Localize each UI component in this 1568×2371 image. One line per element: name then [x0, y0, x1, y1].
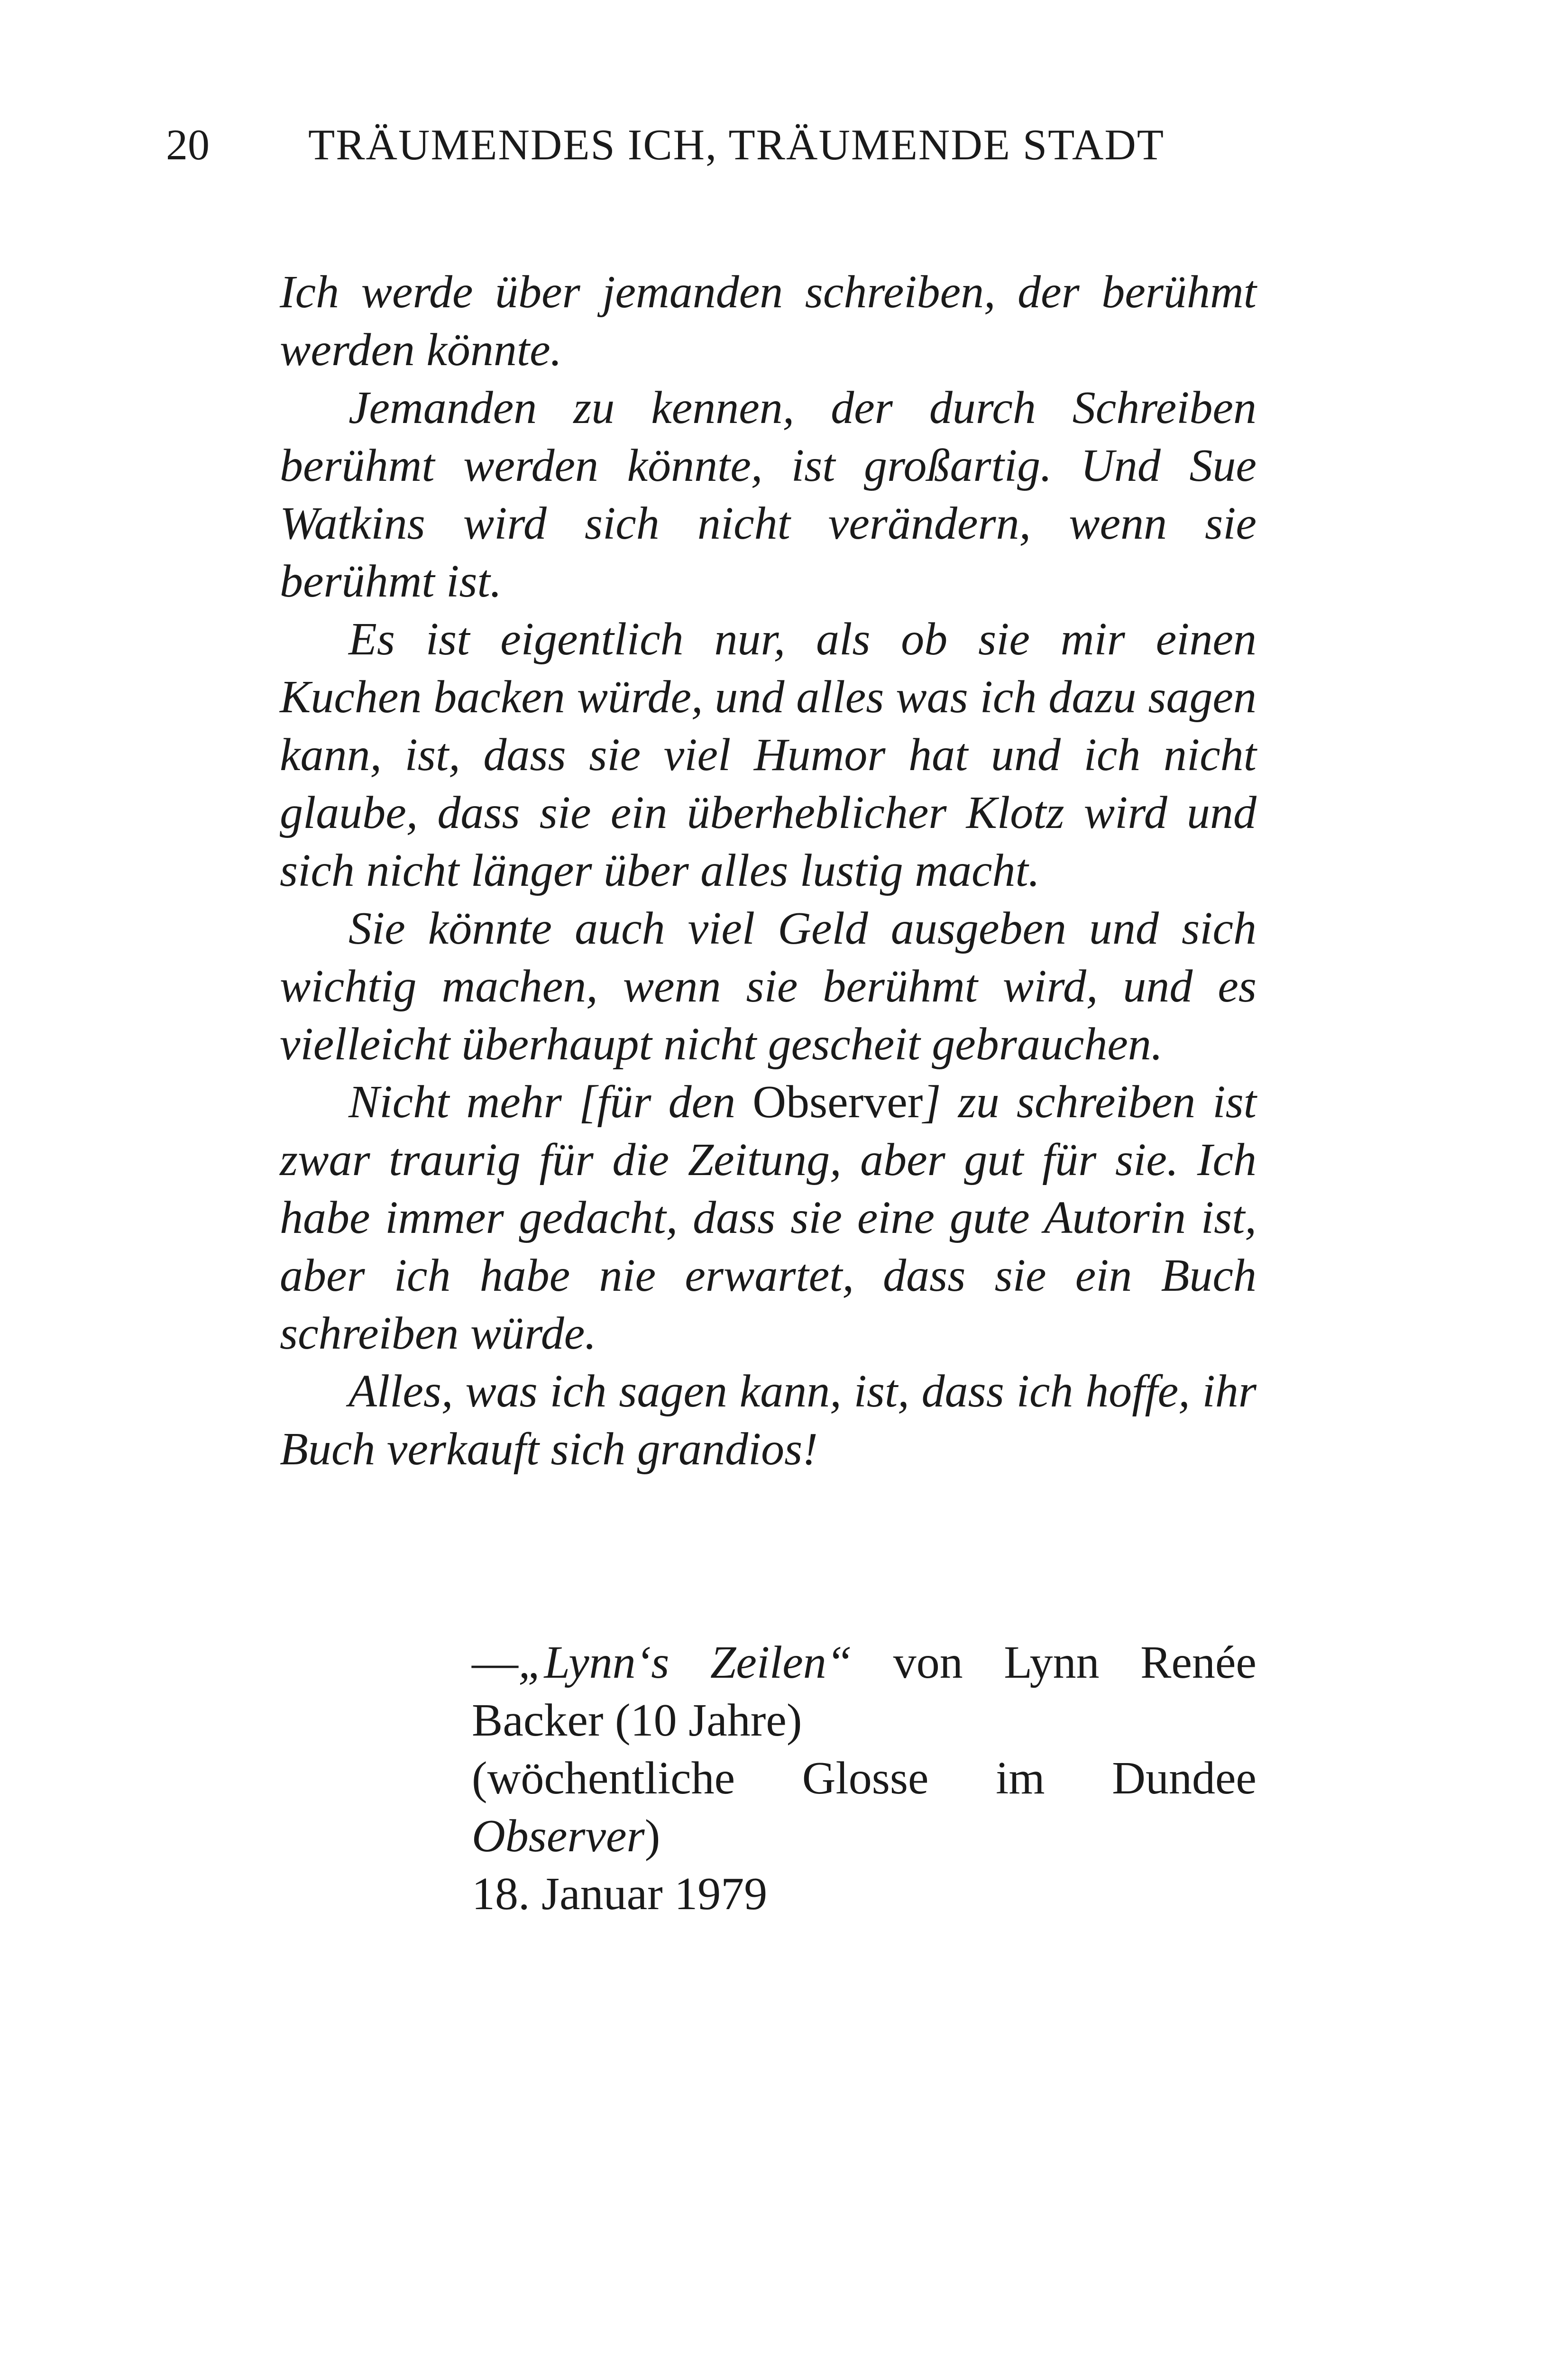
page-number: 20	[166, 120, 210, 169]
column-title: „Lynn‘s Zeilen“	[518, 1637, 853, 1688]
attribution-source	[472, 1634, 1256, 1749]
paragraph-3: Es ist eigentlich nur, als ob sie mir einen Kuchen backen würde, und alles was ich dazu sagen kann, ist, dass sie viel Humor hat und ich nicht glaube, dass sie ein überheblicher Klotz wird und sich nicht länger über alles lustig macht.	[280, 614, 1256, 896]
newspaper-name: Observer	[752, 1076, 923, 1128]
attribution-dash: —	[472, 1637, 518, 1688]
attribution-date: 18. Januar 1979	[472, 1868, 768, 1920]
attribution-author: von Lynn Renée Backer (10 Jahre)	[472, 1637, 1256, 1746]
running-title: TRÄUMENDES ICH, TRÄUMENDE STADT	[308, 120, 1165, 169]
body-text	[280, 263, 1256, 1478]
paragraph-4: Sie könnte auch viel Geld ausgeben und sich wichtig machen, wenn sie berühmt wird, und es vielleicht überhaupt nicht gescheit gebrauchen.	[280, 903, 1256, 1070]
attribution-note-end: )	[644, 1810, 660, 1862]
attribution-note	[472, 1749, 1256, 1865]
paragraph-5	[280, 1073, 1256, 1362]
paragraph-1: Ich werde über jemanden schreiben, der berühmt werden könnte.	[280, 267, 1256, 376]
attribution	[472, 1634, 1256, 1923]
attribution-newspaper: Observer	[472, 1810, 645, 1862]
running-head	[166, 119, 1256, 171]
attribution-note-start: (wöchentliche Glosse im Dundee	[472, 1753, 1256, 1804]
paragraph-5-end: ] zu schreiben ist zwar traurig für die Zeitung, aber gut für sie. Ich habe immer gedacht, dass sie eine gute Autorin ist, aber ich habe nie erwartet, dass sie ein Buch schreiben würde.	[280, 1076, 1256, 1359]
paragraph-6: Alles, was ich sagen kann, ist, dass ich hoffe, ihr Buch verkauft sich grandios!	[280, 1366, 1256, 1475]
paragraph-5-start: Nicht mehr [für den	[348, 1076, 753, 1128]
paragraph-2: Jemanden zu kennen, der durch Schreiben berühmt werden könnte, ist großartig. Und Sue Watkins wird sich nicht verändern, wenn sie berühmt ist.	[280, 382, 1256, 607]
